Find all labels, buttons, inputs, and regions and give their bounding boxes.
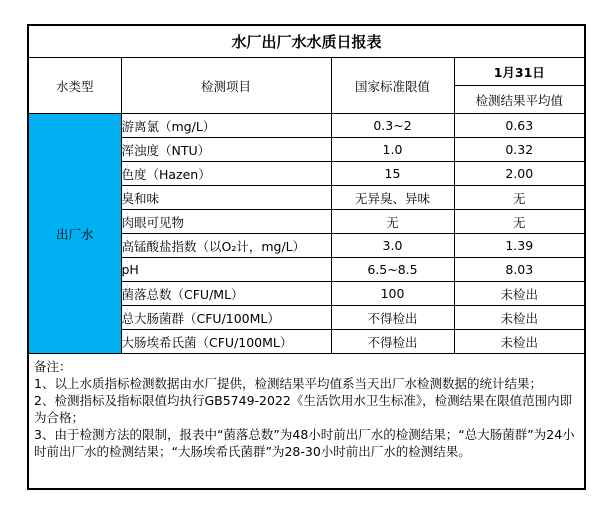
row-result: 2.00 (454, 162, 585, 186)
notes-label: 备注： (34, 359, 72, 374)
row-item: 高锰酸盐指数（以O₂计，mg/L） (121, 234, 331, 258)
notes-row (28, 354, 585, 490)
water-quality-report-table (27, 24, 586, 490)
row-item: 菌落总数（CFU/ML） (121, 282, 331, 306)
note-item-3: 3、由于检测方法的限制，报表中“菌落总数”为48小时前出厂水的检测结果；“总大肠菌群”为24小时前出厂水的检测结果；“大肠埃希氏菌群”为28-30小时前出厂水的检测结果。 (34, 427, 575, 459)
row-item: 浑浊度（NTU） (121, 138, 331, 162)
row-result: 8.03 (454, 258, 585, 282)
water-type-cell: 出厂水 (28, 114, 121, 354)
row-limit: 无 (331, 210, 454, 234)
row-result: 0.32 (454, 138, 585, 162)
header-test-item: 检测项目 (121, 58, 331, 114)
row-result: 无 (454, 210, 585, 234)
row-limit: 0.3~2 (331, 114, 454, 138)
row-item: 色度（Hazen） (121, 162, 331, 186)
row-item: 游离氯（mg/L） (121, 114, 331, 138)
row-result: 0.63 (454, 114, 585, 138)
row-limit: 3.0 (331, 234, 454, 258)
header-date: 1月31日 (454, 58, 585, 86)
header-water-type: 水类型 (28, 58, 121, 114)
note-item-1: 1、以上水质指标检测数据由水厂提供，检测结果平均值系当天出厂水检测数据的统计结果； (34, 376, 542, 391)
notes-cell (28, 354, 585, 490)
row-item: 臭和味 (121, 186, 331, 210)
row-item: pH (121, 258, 331, 282)
row-item: 总大肠菌群（CFU/100ML） (121, 306, 331, 330)
title-row (28, 25, 585, 58)
row-result: 未检出 (454, 306, 585, 330)
header-row-1 (28, 58, 585, 86)
row-limit: 不得检出 (331, 306, 454, 330)
header-standard-limit: 国家标准限值 (331, 58, 454, 114)
row-limit: 6.5~8.5 (331, 258, 454, 282)
note-item-2: 2、检测指标及指标限值均执行GB5749-2022《生活饮用水卫生标准》，检测结果在限值范围内即为合格； (34, 393, 573, 425)
row-limit: 1.0 (331, 138, 454, 162)
row-item: 大肠埃希氏菌（CFU/100ML） (121, 330, 331, 354)
row-limit: 无异臭、异味 (331, 186, 454, 210)
row-result: 无 (454, 186, 585, 210)
row-limit: 15 (331, 162, 454, 186)
row-item: 肉眼可见物 (121, 210, 331, 234)
row-limit: 100 (331, 282, 454, 306)
report-title: 水厂出厂水水质日报表 (28, 25, 585, 58)
header-result-average: 检测结果平均值 (454, 86, 585, 114)
table-row (28, 114, 585, 138)
row-result: 1.39 (454, 234, 585, 258)
row-result: 未检出 (454, 330, 585, 354)
row-limit: 不得检出 (331, 330, 454, 354)
row-result: 未检出 (454, 282, 585, 306)
